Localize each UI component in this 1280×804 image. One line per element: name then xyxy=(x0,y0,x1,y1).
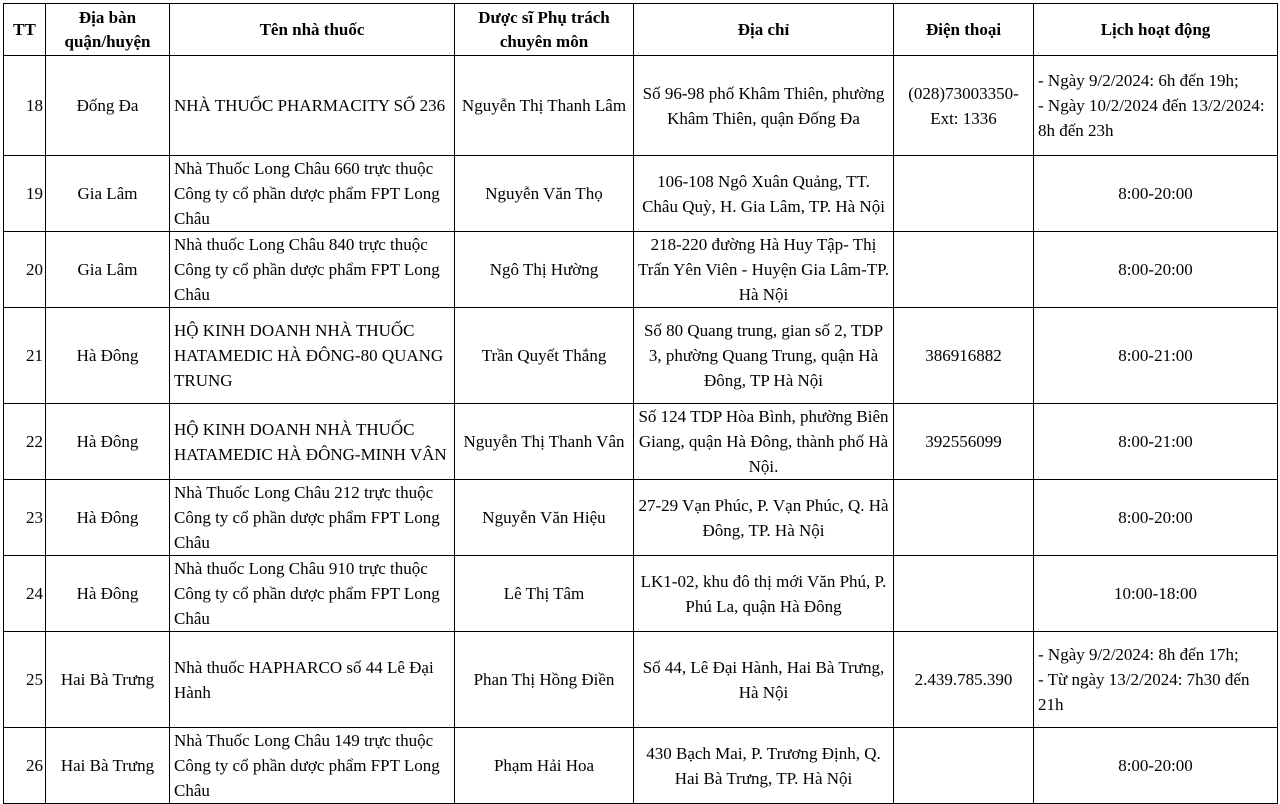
cell-schedule xyxy=(1034,480,1278,556)
schedule-line: - Từ ngày 13/2/2024: 7h30 đến 21h xyxy=(1038,670,1250,714)
cell-district: Hà Đông xyxy=(46,556,170,632)
schedule-line: 8:00-21:00 xyxy=(1118,346,1193,365)
schedule-line: - Ngày 9/2/2024: 6h đến 19h; xyxy=(1038,71,1239,90)
cell-pharmacist: Nguyễn Văn Thọ xyxy=(455,156,634,232)
header-schedule: Lịch hoạt động xyxy=(1034,4,1278,56)
schedule-line: - Ngày 10/2/2024 đến 13/2/2024: 8h đến 23h xyxy=(1038,96,1265,140)
cell-schedule xyxy=(1034,56,1278,156)
cell-pharmacist: Ngô Thị Hường xyxy=(455,232,634,308)
cell-tt: 18 xyxy=(4,56,46,156)
cell-schedule xyxy=(1034,556,1278,632)
cell-address: Số 124 TDP Hòa Bình, phường Biên Giang, quận Hà Đông, thành phố Hà Nội. xyxy=(634,404,894,480)
header-tt: TT xyxy=(4,4,46,56)
cell-schedule xyxy=(1034,632,1278,728)
cell-tt: 24 xyxy=(4,556,46,632)
cell-address: Số 96-98 phố Khâm Thiên, phường Khâm Thiên, quận Đống Đa xyxy=(634,56,894,156)
cell-phone: 386916882 xyxy=(894,308,1034,404)
cell-name: HỘ KINH DOANH NHÀ THUỐC HATAMEDIC HÀ ĐÔNG-MINH VÂN xyxy=(170,404,455,480)
cell-schedule xyxy=(1034,728,1278,804)
cell-pharmacist: Phan Thị Hồng Điền xyxy=(455,632,634,728)
table-row xyxy=(4,308,1278,404)
cell-name: HỘ KINH DOANH NHÀ THUỐC HATAMEDIC HÀ ĐÔNG-80 QUANG TRUNG xyxy=(170,308,455,404)
table-row xyxy=(4,232,1278,308)
cell-schedule xyxy=(1034,308,1278,404)
cell-name: Nhà thuốc Long Châu 910 trực thuộc Công ty cổ phần dược phẩm FPT Long Châu xyxy=(170,556,455,632)
cell-district: Hai Bà Trưng xyxy=(46,632,170,728)
cell-address: Số 80 Quang trung, gian số 2, TDP 3, phường Quang Trung, quận Hà Đông, TP Hà Nội xyxy=(634,308,894,404)
cell-phone xyxy=(894,480,1034,556)
cell-address: 218-220 đường Hà Huy Tập- Thị Trấn Yên Viên - Huyện Gia Lâm-TP. Hà Nội xyxy=(634,232,894,308)
table-row xyxy=(4,480,1278,556)
cell-district: Hai Bà Trưng xyxy=(46,728,170,804)
pharmacy-table xyxy=(3,3,1278,804)
cell-name: Nhà Thuốc Long Châu 660 trực thuộc Công ty cổ phần dược phẩm FPT Long Châu xyxy=(170,156,455,232)
cell-tt: 26 xyxy=(4,728,46,804)
cell-pharmacist: Phạm Hải Hoa xyxy=(455,728,634,804)
cell-pharmacist: Lê Thị Tâm xyxy=(455,556,634,632)
schedule-line: 8:00-20:00 xyxy=(1118,508,1193,527)
cell-name: NHÀ THUỐC PHARMACITY SỐ 236 xyxy=(170,56,455,156)
cell-phone: 392556099 xyxy=(894,404,1034,480)
header-row xyxy=(4,4,1278,56)
cell-tt: 25 xyxy=(4,632,46,728)
table-row xyxy=(4,632,1278,728)
cell-schedule xyxy=(1034,156,1278,232)
cell-phone: 2.439.785.390 xyxy=(894,632,1034,728)
header-address: Địa chỉ xyxy=(634,4,894,56)
cell-phone xyxy=(894,728,1034,804)
cell-tt: 23 xyxy=(4,480,46,556)
cell-district: Hà Đông xyxy=(46,480,170,556)
cell-phone xyxy=(894,556,1034,632)
cell-tt: 22 xyxy=(4,404,46,480)
cell-address: LK1-02, khu đô thị mới Văn Phú, P. Phú La, quận Hà Đông xyxy=(634,556,894,632)
header-phone: Điện thoại xyxy=(894,4,1034,56)
cell-name: Nhà Thuốc Long Châu 212 trực thuộc Công ty cổ phần dược phẩm FPT Long Châu xyxy=(170,480,455,556)
cell-pharmacist: Nguyễn Thị Thanh Vân xyxy=(455,404,634,480)
cell-phone: (028)73003350-Ext: 1336 xyxy=(894,56,1034,156)
cell-schedule xyxy=(1034,404,1278,480)
header-pharmacist: Dược sĩ Phụ trách chuyên môn xyxy=(455,4,634,56)
cell-pharmacist: Nguyễn Văn Hiệu xyxy=(455,480,634,556)
table-row xyxy=(4,404,1278,480)
cell-address: 106-108 Ngô Xuân Quảng, TT. Châu Quỳ, H. Gia Lâm, TP. Hà Nội xyxy=(634,156,894,232)
cell-name: Nhà thuốc HAPHARCO số 44 Lê Đại Hành xyxy=(170,632,455,728)
table-row xyxy=(4,728,1278,804)
schedule-line: 10:00-18:00 xyxy=(1113,584,1198,603)
schedule-line: - Ngày 9/2/2024: 8h đến 17h; xyxy=(1038,645,1239,664)
schedule-line: 8:00-20:00 xyxy=(1118,756,1193,775)
cell-tt: 21 xyxy=(4,308,46,404)
cell-pharmacist: Nguyễn Thị Thanh Lâm xyxy=(455,56,634,156)
table-row xyxy=(4,156,1278,232)
cell-name: Nhà thuốc Long Châu 840 trực thuộc Công ty cổ phần dược phẩm FPT Long Châu xyxy=(170,232,455,308)
cell-district: Gia Lâm xyxy=(46,232,170,308)
schedule-line: 8:00-20:00 xyxy=(1118,260,1193,279)
cell-schedule xyxy=(1034,232,1278,308)
header-district: Địa bàn quận/huyện xyxy=(46,4,170,56)
cell-district: Đống Đa xyxy=(46,56,170,156)
header-name: Tên nhà thuốc xyxy=(170,4,455,56)
cell-phone xyxy=(894,156,1034,232)
cell-tt: 19 xyxy=(4,156,46,232)
cell-address: 430 Bạch Mai, P. Trương Định, Q. Hai Bà Trưng, TP. Hà Nội xyxy=(634,728,894,804)
cell-district: Hà Đông xyxy=(46,308,170,404)
cell-district: Hà Đông xyxy=(46,404,170,480)
cell-pharmacist: Trần Quyết Thắng xyxy=(455,308,634,404)
schedule-line: 8:00-20:00 xyxy=(1118,184,1193,203)
cell-address: Số 44, Lê Đại Hành, Hai Bà Trưng, Hà Nội xyxy=(634,632,894,728)
cell-tt: 20 xyxy=(4,232,46,308)
cell-address: 27-29 Vạn Phúc, P. Vạn Phúc, Q. Hà Đông, TP. Hà Nội xyxy=(634,480,894,556)
table-row xyxy=(4,556,1278,632)
cell-name: Nhà Thuốc Long Châu 149 trực thuộc Công ty cổ phần dược phẩm FPT Long Châu xyxy=(170,728,455,804)
cell-phone xyxy=(894,232,1034,308)
cell-district: Gia Lâm xyxy=(46,156,170,232)
table-row xyxy=(4,56,1278,156)
schedule-line: 8:00-21:00 xyxy=(1118,432,1193,451)
